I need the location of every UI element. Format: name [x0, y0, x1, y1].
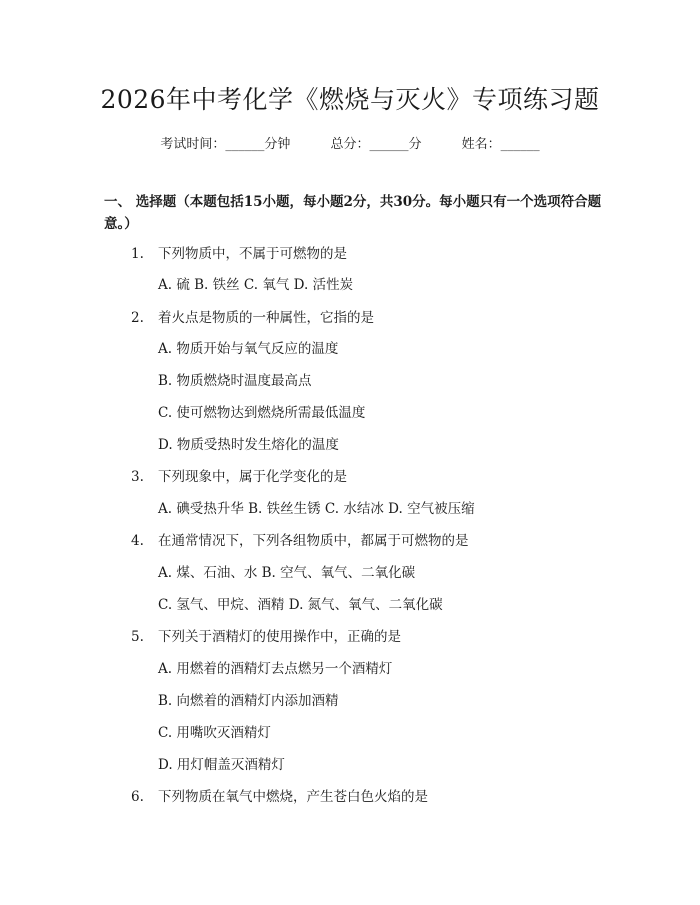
question-number: 2.: [131, 310, 144, 326]
question-1-options: A. 硫 B. 铁丝 C. 氧气 D. 活性炭: [158, 277, 354, 293]
total-score: 总分：______分: [330, 137, 422, 152]
question-text: 下列物质中，不属于可燃物的是: [158, 246, 347, 262]
question-text: 下列物质在氧气中燃烧，产生苍白色火焰的是: [158, 789, 428, 805]
question-2-option-c: C. 使可燃物达到燃烧所需最低温度: [158, 405, 366, 421]
question-5-option-b: B. 向燃着的酒精灯内添加酒精: [158, 693, 339, 709]
question-4-options-cd: C. 氢气、甲烷、酒精 D. 氮气、氧气、二氧化碳: [158, 597, 443, 613]
question-4-options-ab: A. 煤、石油、水 B. 空气、氧气、二氧化碳: [158, 565, 416, 581]
question-5-option-c: C. 用嘴吹灭酒精灯: [158, 725, 271, 741]
question-5-option-a: A. 用燃着的酒精灯去点燃另一个酒精灯: [158, 661, 393, 677]
exam-meta: [0, 133, 700, 152]
question-3-options: A. 碘受热升华 B. 铁丝生锈 C. 水结冰 D. 空气被压缩: [158, 501, 475, 517]
question-2-option-a: A. 物质开始与氧气反应的温度: [158, 341, 339, 357]
question-2: [131, 309, 374, 327]
question-number: 3.: [131, 469, 144, 485]
question-number: 4.: [131, 533, 144, 549]
question-4: [131, 532, 469, 550]
question-1: [131, 245, 347, 263]
question-2-option-b: B. 物质燃烧时温度最高点: [158, 373, 312, 389]
section-heading: 一、 选择题（本题包括15小题，每小题2分，共30分。每小题只有一个选项符合题意。）: [104, 194, 602, 232]
question-text: 在通常情况下，下列各组物质中，都属于可燃物的是: [158, 533, 469, 549]
question-number: 1.: [131, 246, 144, 262]
question-3: [131, 468, 347, 486]
exam-time: 考试时间：______分钟: [160, 137, 291, 152]
question-2-option-d: D. 物质受热时发生熔化的温度: [158, 437, 339, 453]
page-title: 2026年中考化学《燃烧与灭火》专项练习题: [100, 85, 600, 114]
question-text: 下列现象中，属于化学变化的是: [158, 469, 347, 485]
question-5-option-d: D. 用灯帽盖灭酒精灯: [158, 757, 285, 773]
question-text: 下列关于酒精灯的使用操作中，正确的是: [158, 629, 401, 645]
question-5: [131, 628, 401, 646]
question-6: [131, 788, 428, 806]
question-number: 6.: [131, 789, 144, 805]
question-text: 着火点是物质的一种属性，它指的是: [158, 310, 374, 326]
student-name: 姓名：______: [461, 137, 540, 152]
question-number: 5.: [131, 629, 144, 645]
